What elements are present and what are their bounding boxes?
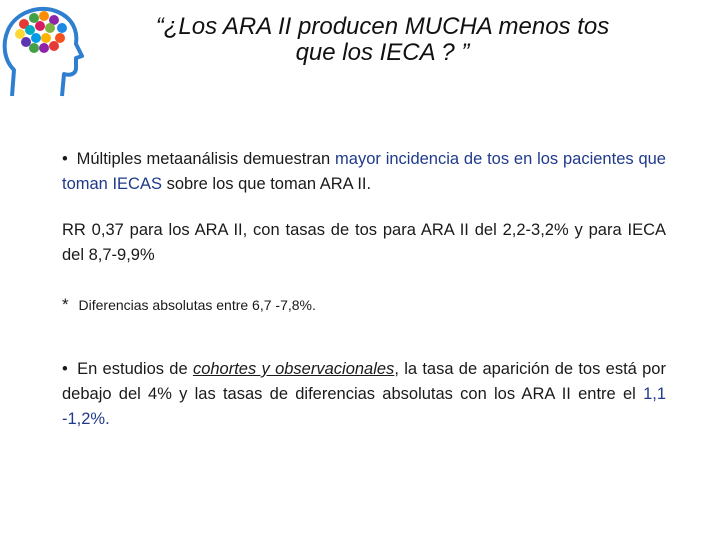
head-brain-logo (0, 0, 86, 100)
brain-icon (15, 11, 67, 53)
p4-highlight: 1,1 -1,2%. (62, 385, 666, 428)
paragraph-metaanalysis (62, 147, 666, 197)
title-line-1: “¿Los ARA II producen MUCHA menos tos (155, 13, 610, 40)
title-line-2: que los IECA ? ” (295, 39, 470, 66)
paragraph-rr (62, 218, 666, 268)
asterisk-icon: * (62, 295, 69, 314)
bullet-icon: • (62, 360, 68, 378)
slide-title (110, 14, 655, 66)
p2-text: RR 0,37 para los ARA II, con tasas de tos para ARA II del 2,2-3,2% y para IECA del 8,7-9,9% (62, 221, 666, 264)
bullet-icon: • (62, 150, 68, 168)
p4-underlined: cohortes y observacionales (192, 360, 395, 378)
paragraph-diferencias (62, 292, 666, 318)
p4-text-a: En estudios de (77, 360, 188, 378)
p1-highlight: mayor incidencia de tos en los pacientes que toman IECAS (62, 150, 666, 193)
p4-text-c: , la tasa de aparición de tos está por debajo del 4% y las tasas de diferencias absolutas con los ARA II entre el (62, 360, 666, 403)
paragraph-cohortes (62, 357, 666, 432)
p1-text-a: Múltiples metaanálisis demuestran (76, 150, 331, 168)
p3-text: Diferencias absolutas entre 6,7 -7,8%. (78, 297, 316, 313)
p1-text-c: sobre los que toman ARA II. (166, 175, 372, 193)
